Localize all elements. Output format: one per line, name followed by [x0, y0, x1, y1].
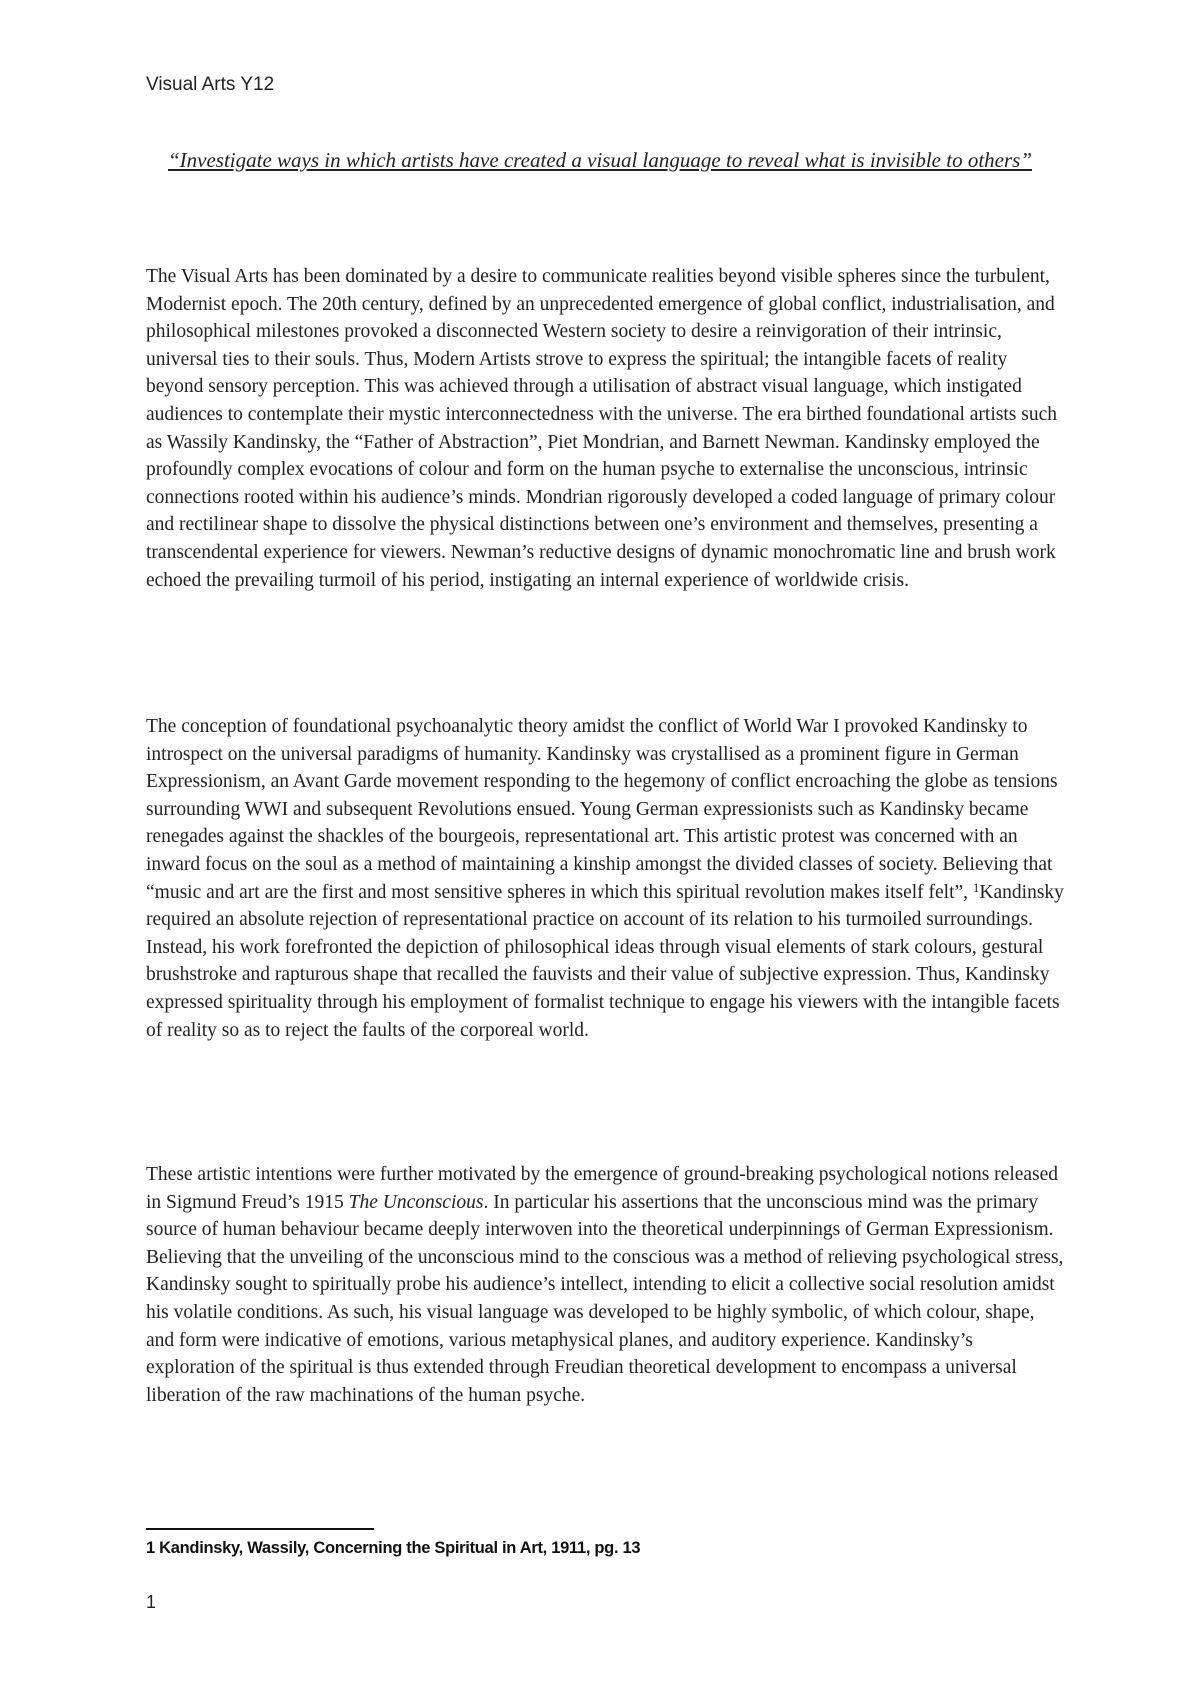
- book-title: The Unconscious: [348, 1191, 484, 1213]
- footnote-reference: 1: [972, 879, 980, 895]
- paragraph-3-text-start: These artistic intentions were further motivated by the emergence of ground-breaking psychological notions released in Sigmund Freud’s 1915: [146, 1164, 1059, 1213]
- page-header: Visual Arts Y12: [146, 74, 275, 95]
- paragraph-3-text-end: . In particular his assertions that the unconscious mind was the primary source of human behaviour became deeply interwoven into the theoretical underpinnings of German Expressionism. Believing that the unveiling of the unconscious mind to the conscious was a method of relieving psychological stress, Kandinsky sought to spiritually probe his audience’s intellect, intending to elicit a collective social resolution amidst his volatile conditions. As such, his visual language was developed to be highly symbolic, of which colour, shape, and form were indicative of emotions, various metaphysical planes, and auditory experience. Kandinsky’s exploration of the spiritual is thus extended through Freudian theoretical development to encompass a universal liberation of the raw machinations of the human psyche.: [146, 1191, 1064, 1406]
- essay-title: “Investigate ways in which artists have created a visual language to reveal what is invisible to others”: [167, 148, 1032, 172]
- paragraph-2: [146, 713, 1066, 1044]
- page-number: 1: [146, 1592, 157, 1612]
- paragraph-3: [146, 1161, 1066, 1409]
- paragraph-2-text-start: The conception of foundational psychoanalytic theory amidst the conflict of World War I provoked Kandinsky to introspect on the universal paradigms of humanity. Kandinsky was crystallised as a prominent figure in German Expressionism, an Avant Garde movement responding to the hegemony of conflict encroaching the globe as tensions surrounding WWI and subsequent Revolutions ensued. Young German expressionists such as Kandinsky became renegades against the shackles of the bourgeois, representational art. This artistic protest was concerned with an inward focus on the soul as a method of maintaining a kinship amongst the divided classes of society. Believing that “music and art are the first and most sensitive spheres in which this spiritual revolution makes itself felt”,: [146, 716, 1058, 903]
- paragraph-2-text-end: Kandinsky required an absolute rejection of representational practice on account of its relation to his turmoiled surroundings. Instead, his work forefronted the depiction of philosophical ideas through visual elements of stark colours, gestural brushstroke and rapturous shape that recalled the fauvists and their value of subjective expression. Thus, Kandinsky expressed spirituality through his employment of formalist technique to engage his viewers with the intangible facets of reality so as to reject the faults of the corporeal world.: [146, 881, 1064, 1041]
- footnote: 1 Kandinsky, Wassily, Concerning the Spiritual in Art, 1911, pg. 13: [146, 1539, 641, 1557]
- paragraph-1: The Visual Arts has been dominated by a desire to communicate realities beyond visible spheres since the turbulent, Modernist epoch. The 20th century, defined by an unprecedented emergence of global conflict, industrialisation, and philosophical milestones provoked a disconnected Western society to desire a reinvigoration of their intrinsic, universal ties to their souls. Thus, Modern Artists strove to express the spiritual; the intangible facets of reality beyond sensory perception. This was achieved through a utilisation of abstract visual language, which instigated audiences to contemplate their mystic interconnectedness with the universe. The era birthed foundational artists such as Wassily Kandinsky, the “Father of Abstraction”, Piet Mondrian, and Barnett Newman. Kandinsky employed the profoundly complex evocations of colour and form on the human psyche to externalise the unconscious, intrinsic connections rooted within his audience’s minds. Mondrian rigorously developed a coded language of primary colour and rectilinear shape to dissolve the physical distinctions between one’s environment and themselves, presenting a transcendental experience for viewers. Newman’s reductive designs of dynamic monochromatic line and brush work echoed the prevailing turmoil of his period, instigating an internal experience of worldwide crisis.: [146, 266, 1057, 591]
- footnote-separator: [146, 1528, 374, 1530]
